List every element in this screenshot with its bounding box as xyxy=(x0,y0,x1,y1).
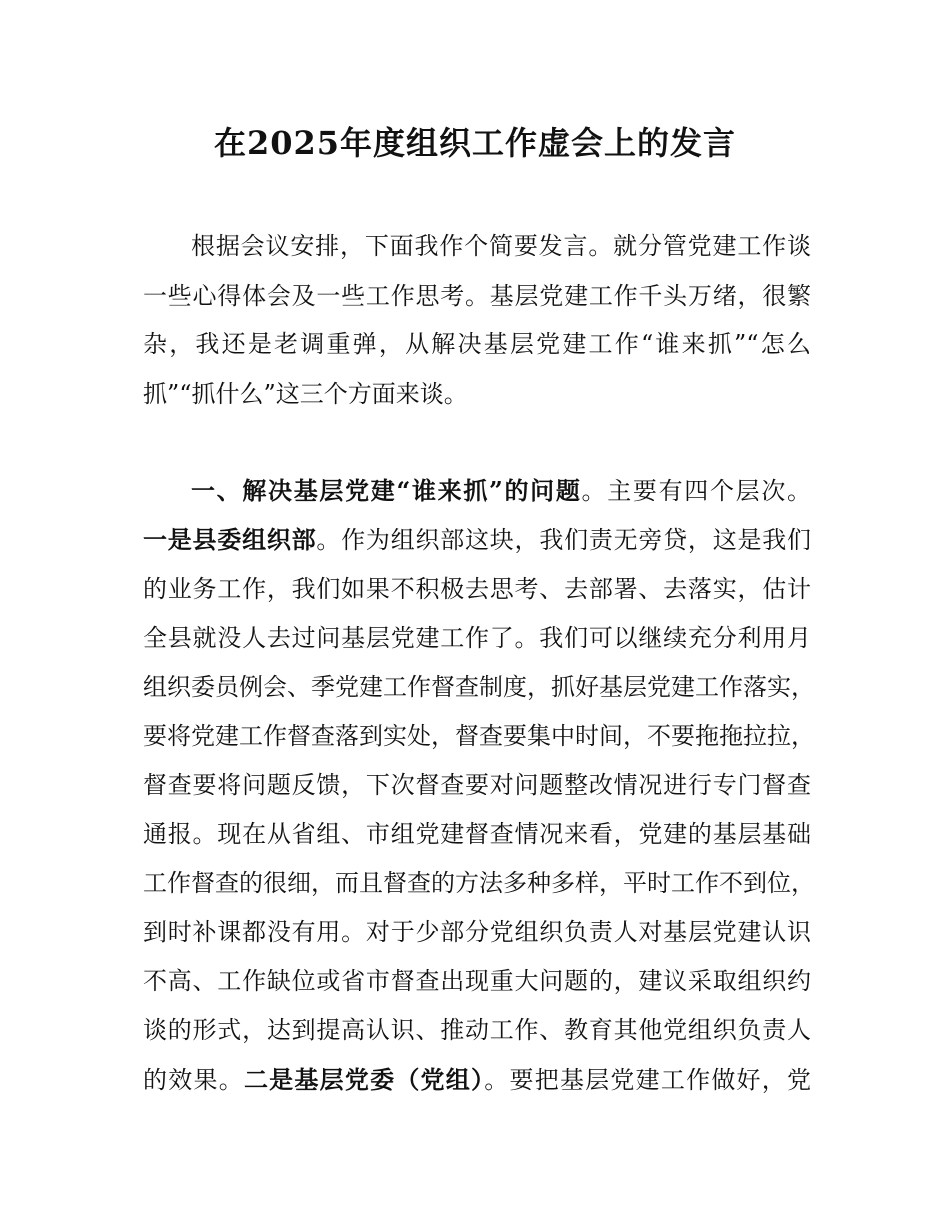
text-line xyxy=(143,525,811,555)
body-text: 工作督查的很细，而且督查的方法多种多样，平时工作不到位， xyxy=(143,869,815,897)
bold-heading-text: 一、解决基层党建“谁来抓”的问题 xyxy=(191,476,582,505)
text-line xyxy=(143,917,811,947)
body-text: 到时补课都没有用。对于少部分党组织负责人对基层党建认识 xyxy=(143,918,811,946)
text-line xyxy=(143,868,815,898)
document-title: 在2025年度组织工作虚会上的发言 xyxy=(213,124,737,162)
text-line xyxy=(143,1065,811,1095)
body-text: 不高、工作缺位或省市督查出现重大问题的，建议采取组织约 xyxy=(143,967,811,995)
body-text: 一些心得体会及一些工作思考。基层党建工作千头万绪，很繁 xyxy=(143,282,811,310)
text-line xyxy=(143,966,811,996)
body-text: 督查要将问题反馈，下次督查要对问题整改情况进行专门督查 xyxy=(143,771,811,799)
text-line xyxy=(143,672,815,702)
body-text: 。主要有四个层次。 xyxy=(581,477,812,505)
text-line xyxy=(143,819,811,849)
body-text: 。作为组织部这块，我们责无旁贷，这是我们 xyxy=(316,526,812,554)
text-line xyxy=(143,1015,811,1045)
text-line xyxy=(143,329,811,359)
body-text: 根据会议安排，下面我作个简要发言。就分管党建工作谈 xyxy=(191,232,811,260)
text-line xyxy=(191,231,811,261)
text-line xyxy=(143,721,815,751)
bold-heading-text: 二是基层党委（党组） xyxy=(243,1065,485,1094)
body-text: 的效果。 xyxy=(143,1066,244,1094)
body-text: 的业务工作，我们如果不积极去思考、去部署、去落实，估计 xyxy=(143,575,811,603)
body-text: 组织委员例会、季党建工作督查制度，抓好基层党建工作落实， xyxy=(143,673,815,701)
body-text: 通报。现在从省组、市组党建督查情况来看，党建的基层基础 xyxy=(143,820,811,848)
body-text: 杂，我还是老调重弹，从解决基层党建工作“谁来抓”“怎么 xyxy=(143,330,811,358)
text-line xyxy=(143,379,811,409)
text-line xyxy=(143,281,811,311)
bold-heading-text: 一是县委组织部 xyxy=(143,525,317,554)
body-text: 抓”“抓什么”这三个方面来谈。 xyxy=(143,380,468,408)
body-text: 要将党建工作督查落到实处，督查要集中时间，不要拖拖拉拉， xyxy=(143,722,815,750)
text-line xyxy=(191,476,811,506)
body-text: 。要把基层党建工作做好，党 xyxy=(484,1066,812,1094)
text-line xyxy=(143,623,811,653)
text-line xyxy=(143,574,811,604)
body-text: 谈的形式，达到提高认识、推动工作、教育其他党组织负责人 xyxy=(143,1016,811,1044)
text-line xyxy=(143,770,811,800)
body-text: 全县就没人去过问基层党建工作了。我们可以继续充分利用月 xyxy=(143,624,811,652)
